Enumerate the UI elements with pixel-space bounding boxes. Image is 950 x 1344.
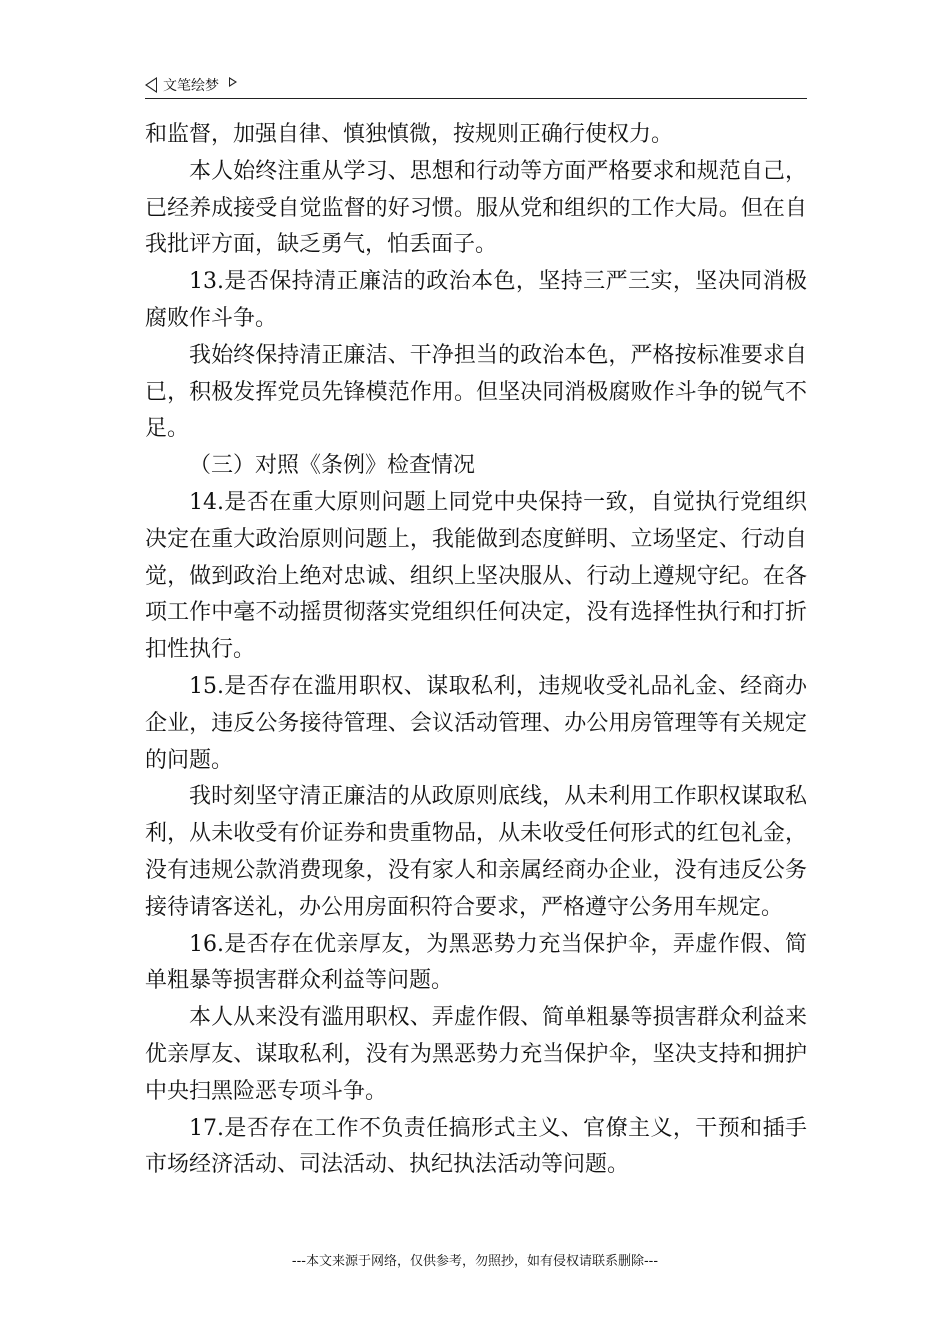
paragraph: 本人从来没有滥用职权、弄虚作假、简单粗暴等损害群众利益来优亲厚友、谋取私利，没有为黑恶势力充当保护伞，坚决支持和拥护中央扫黑险恶专项斗争。: [145, 1005, 807, 1104]
left-triangle-icon: [145, 77, 157, 93]
paragraph-continuation: 和监督，加强自律、慎独慎微，按规则正确行使权力。: [145, 122, 674, 147]
page-header: [145, 72, 807, 99]
right-triangle-icon: [229, 77, 237, 87]
paragraph: 本人始终注重从学习、思想和行动等方面严格要求和规范自己，已经养成接受自觉监督的好习惯。服从党和组织的工作大局。但在自我批评方面，缺乏勇气，怕丢面子。: [145, 158, 807, 258]
question-14: 14.是否在重大原则问题上同党中央保持一致，自觉执行党组织决定在重大政治原则问题上，我能做到态度鲜明、立场坚定、行动自觉，做到政治上绝对忠诚、组织上坚决服从、行动上遵规守纪。在各项工作中毫不动摇贯彻落实党组织任何决定，没有选择性执行和打折扣性执行。: [145, 489, 807, 663]
header-brand: 文笔绘梦: [163, 78, 219, 94]
document-body: [145, 117, 807, 1184]
section-heading: （三）对照《条例》检查情况: [189, 453, 476, 479]
question-16: 16.是否存在优亲厚友，为黑恶势力充当保护伞，弄虚作假、简单粗暴等损害群众利益等问题。: [145, 931, 807, 994]
paragraph: 我始终保持清正廉洁、干净担当的政治本色，严格按标准要求自已，积极发挥党员先锋模范作用。但坚决同消极腐败作斗争的锐气不足。: [145, 342, 807, 442]
question-13: 13.是否保持清正廉洁的政治本色，坚持三严三实，坚决同消极腐败作斗争。: [145, 269, 807, 331]
paragraph: 我时刻坚守清正廉洁的从政原则底线，从未利用工作职权谋取私利，从未收受有价证券和贵重物品，从未收受任何形式的红包礼金，没有违规公款消费现象，没有家人和亲属经商办企业，没有违反公务接待请客送礼，办公用房面积符合要求，严格遵守公务用车规定。: [145, 784, 807, 920]
question-15: 15.是否存在滥用职权、谋取私利，违规收受礼品礼金、经商办企业，违反公务接待管理、会议活动管理、办公用房管理等有关规定的问题。: [145, 673, 807, 773]
footer-notice: ---本文来源于网络，仅供参考，勿照抄，如有侵权请联系删除---: [291, 1254, 659, 1269]
question-17: 17.是否存在工作不负责任搞形式主义、官僚主义，干预和插手市场经济活动、司法活动、执纪执法活动等问题。: [145, 1115, 807, 1178]
